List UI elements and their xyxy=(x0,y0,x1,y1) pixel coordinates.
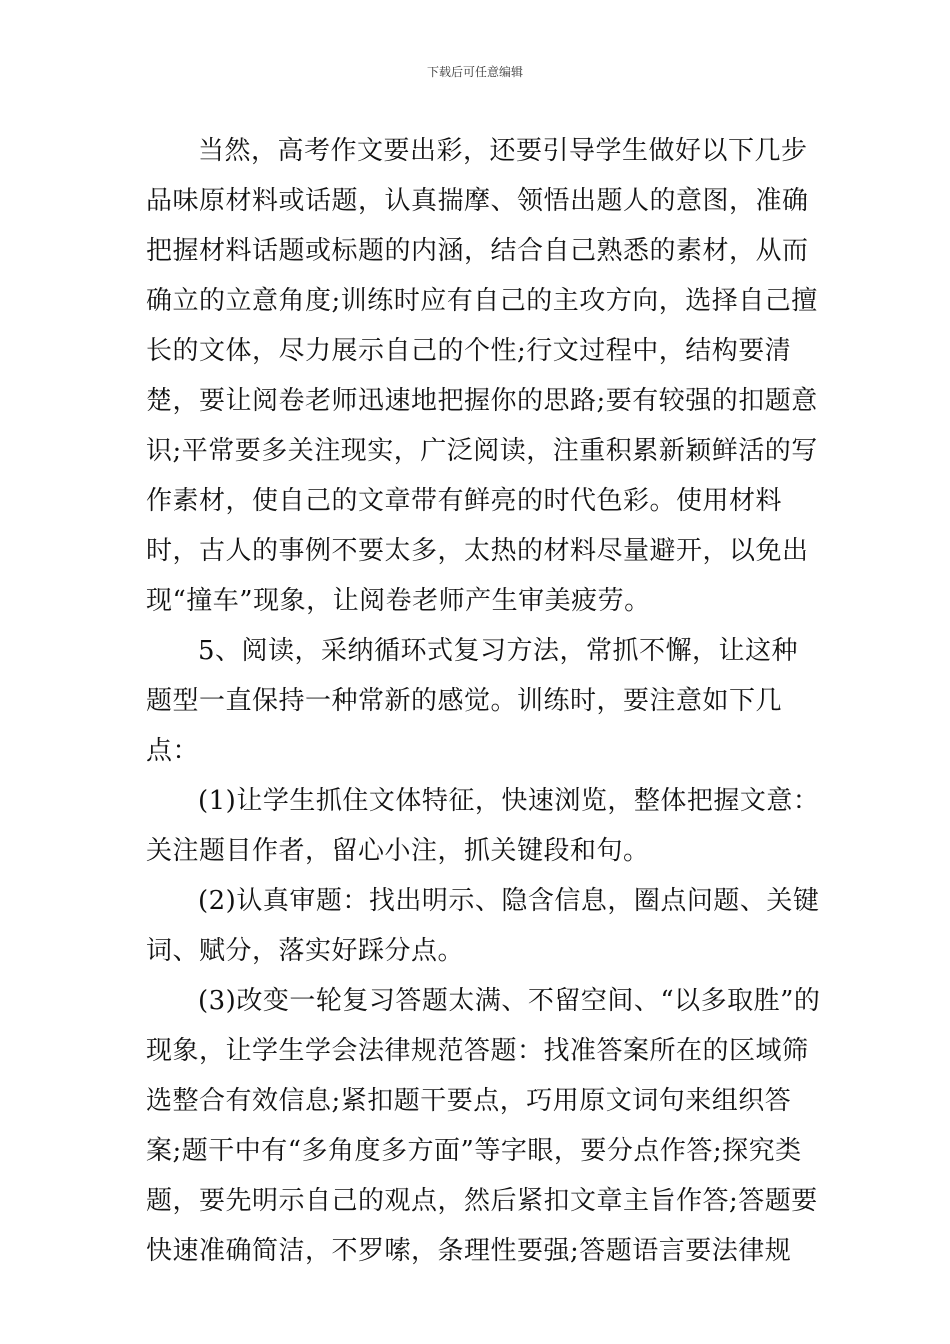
paragraph-reading-method: 5、阅读，采纳循环式复习方法，常抓不懈，让这种题型一直保持一种常新的感觉。训练时，要注意如下几点： xyxy=(146,636,799,766)
paragraph-point-1: (1)让学生抓住文体特征，快速浏览，整体把握文意：关注题目作者，留心小注，抓关键段和句。 xyxy=(146,786,820,866)
document-body xyxy=(146,126,822,1276)
paragraph-composition-tips: 当然，高考作文要出彩，还要引导学生做好以下几步品味原材料或话题，认真揣摩、领悟出题人的意图，准确把握材料话题或标题的内涵，结合自己熟悉的素材，从而确立的立意角度;训练时应有自己的主攻方向，选择自己擅长的文体，尽力展示自己的个性;行文过程中，结构要清楚，要让阅卷老师迅速地把握你的思路;要有较强的扣题意识;平常要多关注现实，广泛阅读，注重积累新颖鲜活的写作素材，使自己的文章带有鲜亮的时代色彩。使用材料时，古人的事例不要太多，太热的材料尽量避开，以免出现“撞车”现象，让阅卷老师产生审美疲劳。 xyxy=(146,136,818,616)
page-header: 下载后可任意编辑 xyxy=(426,65,523,79)
paragraph-point-2: (2)认真审题：找出明示、隐含信息，圈点问题、关键词、赋分，落实好踩分点。 xyxy=(146,886,820,966)
paragraph-point-3: (3)改变一轮复习答题太满、不留空间、“以多取胜”的现象，让学生学会法律规范答题：找准答案所在的区域筛选整合有效信息;紧扣题干要点，巧用原文词句来组织答案;题干中有“多角度多方面”等字眼，要分点作答;探究类题，要先明示自己的观点，然后紧扣文章主旨作答;答题要快速准确简洁，不罗嗦，条理性要强;答题语言要法律规 xyxy=(146,986,821,1266)
